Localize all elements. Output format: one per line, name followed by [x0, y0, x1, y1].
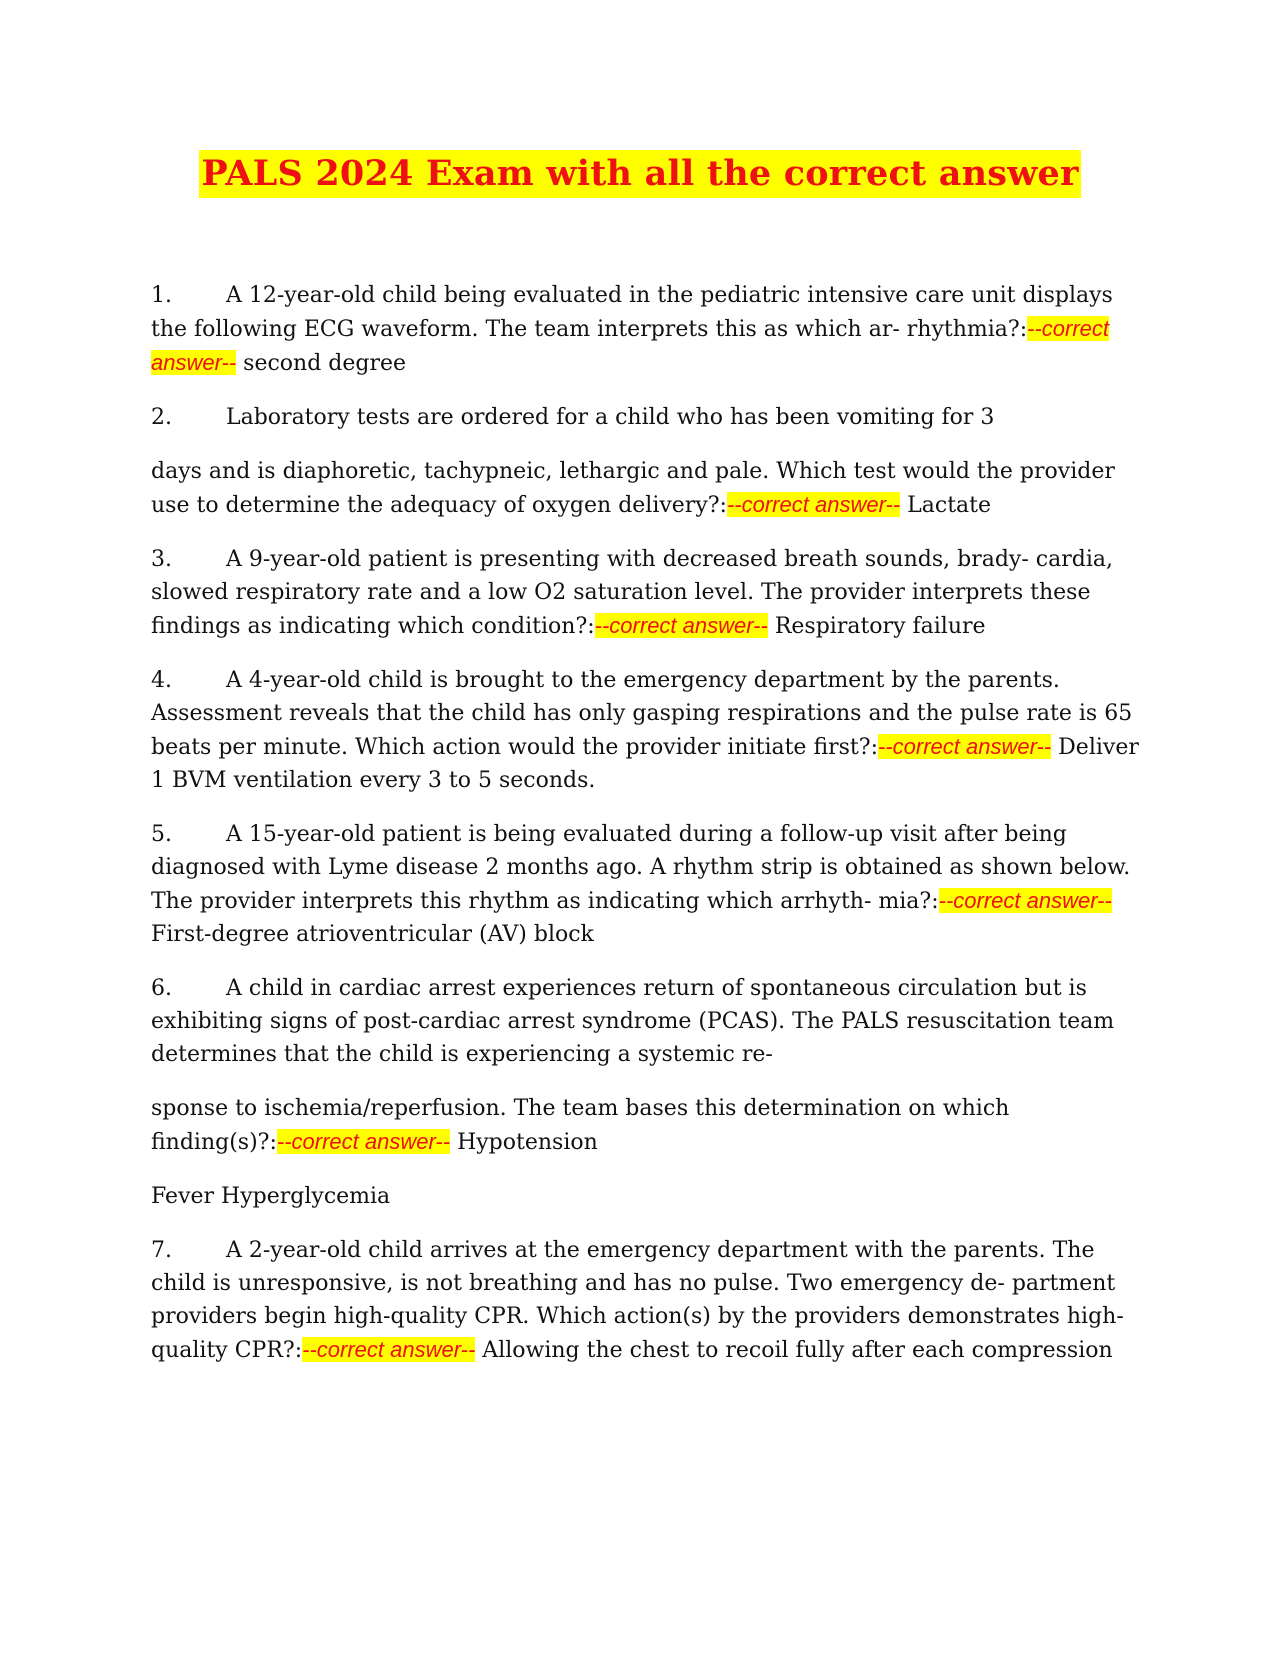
question-text: sponse to ischemia/reperfusion. The team bases this determination on which finding(s)?: [151, 1096, 1010, 1155]
answer-text: Fever Hyperglycemia [151, 1184, 391, 1209]
question-2-continued [151, 455, 1141, 522]
question-7 [151, 1234, 1141, 1367]
question-number: 1. [151, 283, 172, 308]
question-text: A 15-year-old patient is being evaluated during a follow-up visit after being diagnosed with Lyme disease 2 months ago. A rhythm strip is obtained as shown below. The provider interprets this rhythm as indicating which arrhyth- mia?: [151, 822, 1131, 914]
question-text: days and is diaphoretic, tachypneic, lethargic and pale. Which test would the provider use to determine the adequacy of oxygen delivery?: [151, 459, 1115, 518]
question-6-continued [151, 1092, 1141, 1159]
question-text: A 2-year-old child arrives at the emergency department with the parents. The child is unresponsive, is not breathing and has no pulse. Two emergency de- partment providers begin high-quality CPR. Which action(s) by the providers demonstrates high-quality CPR?: [151, 1238, 1124, 1363]
correct-answer-marker: --correct answer-- [938, 888, 1112, 913]
question-3 [151, 543, 1141, 643]
question-text: A child in cardiac arrest experiences return of spontaneous circulation but is exhibiting signs of post-cardiac arrest syndrome (PCAS). The PALS resuscitation team determines that the child is experiencing a systemic re- [151, 976, 1115, 1067]
answer-text: Allowing the chest to recoil fully after each compression [475, 1338, 1113, 1363]
question-number: 5. [151, 822, 172, 847]
question-number: 7. [151, 1238, 172, 1263]
correct-answer-marker: --correct answer-- [302, 1337, 476, 1362]
correct-answer-marker: --correct answer-- [276, 1129, 451, 1154]
correct-answer-marker: --correct answer-- [151, 316, 1110, 375]
correct-answer-marker: --correct answer-- [594, 613, 768, 638]
question-6-extra-answers [151, 1180, 1141, 1213]
question-number: 3. [151, 547, 172, 572]
question-number: 4. [151, 668, 172, 693]
answer-text: Lactate [900, 493, 992, 518]
title-container [0, 150, 1280, 198]
answer-text: Hypotension [450, 1130, 598, 1155]
question-2 [151, 401, 1141, 434]
page-title: PALS 2024 Exam with all the correct answer [199, 150, 1080, 198]
question-1 [151, 279, 1141, 380]
answer-text: Respiratory failure [767, 614, 986, 639]
question-text: A 4-year-old child is brought to the emergency department by the parents. Assessment reveals that the child has only gasping respirations and the pulse rate is 65 beats per minute. Which action would the provider initiate first?: [151, 668, 1133, 760]
question-5 [151, 818, 1141, 951]
question-number: 2. [151, 405, 172, 430]
answer-text: First-degree atrioventricular (AV) block [151, 922, 594, 947]
question-text: A 9-year-old patient is presenting with decreased breath sounds, brady- cardia, slowed respiratory rate and a low O2 saturation level. The provider interprets these findings as indicating which condition?: [151, 547, 1113, 639]
question-number: 6. [151, 976, 172, 1001]
question-text: Laboratory tests are ordered for a child who has been vomiting for 3 [226, 405, 995, 430]
correct-answer-marker: --correct answer-- [877, 734, 1052, 759]
question-4 [151, 664, 1141, 797]
question-list [151, 279, 1141, 1388]
answer-text: Deliver 1 BVM ventilation every 3 to 5 seconds. [151, 735, 1139, 793]
question-6 [151, 972, 1141, 1071]
question-text: A 12-year-old child being evaluated in the pediatric intensive care unit displays the following ECG waveform. The team interprets this as which ar- rhythmia?: [151, 283, 1113, 342]
answer-text: second degree [236, 351, 407, 376]
correct-answer-marker: --correct answer-- [726, 492, 901, 517]
